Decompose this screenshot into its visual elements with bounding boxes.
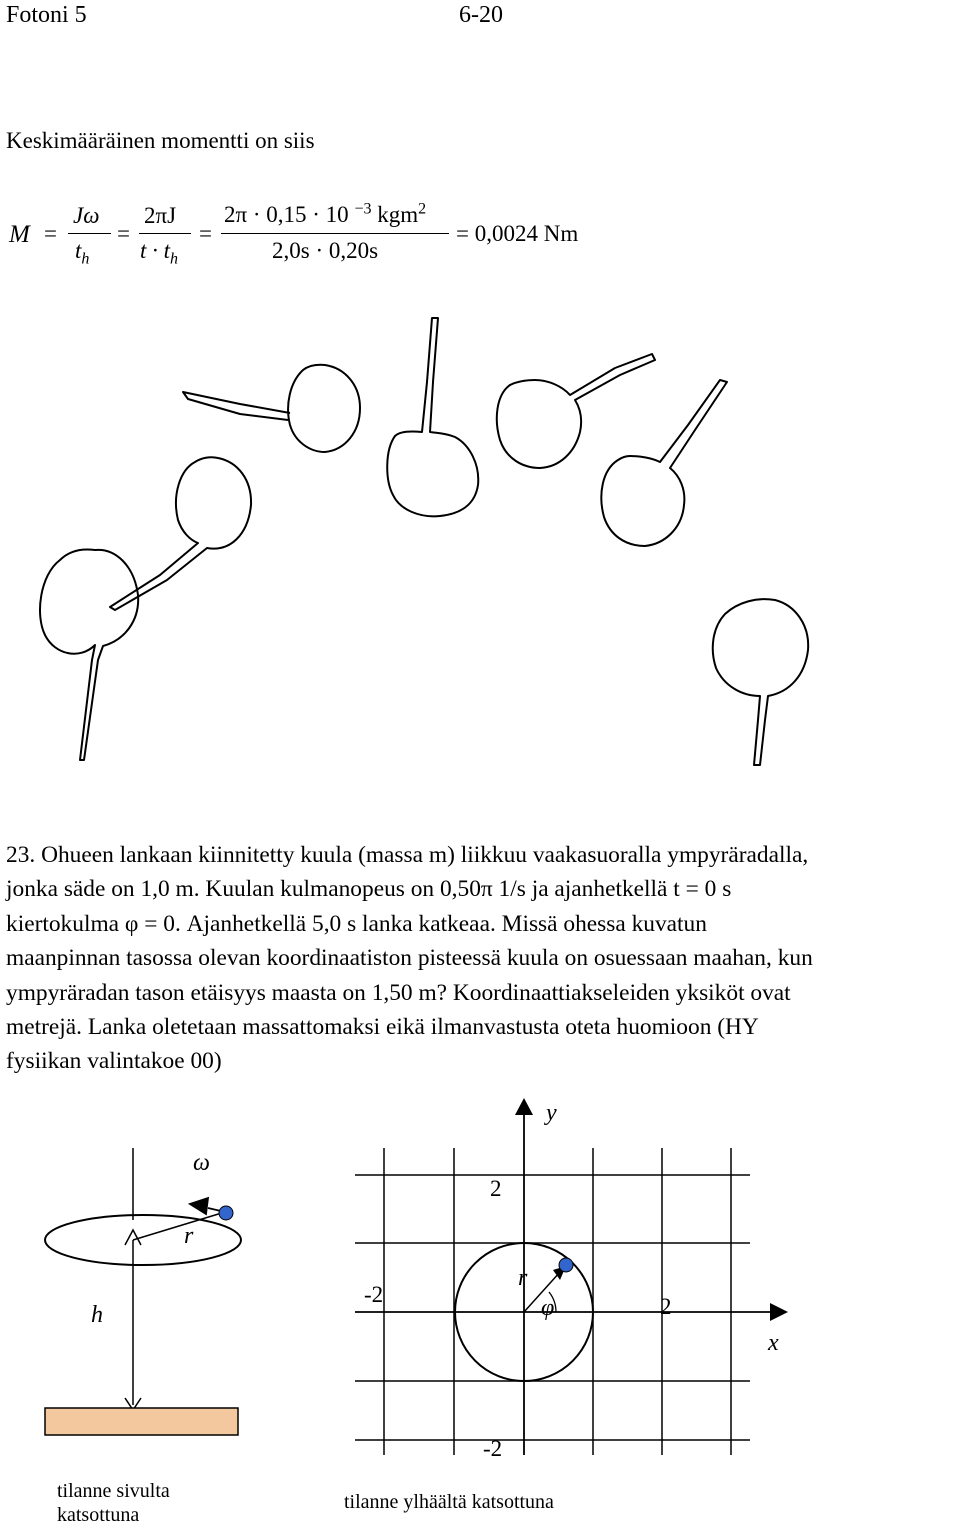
eq-sign-3: =	[199, 221, 212, 246]
ball-4	[387, 318, 478, 516]
h-label: h	[91, 1302, 103, 1328]
frac1-numerator: Jω	[73, 203, 100, 228]
problem-line-5: ympyräradan tason etäisyys maasta on 1,50 m? Koordinaattiakseleiden yksiköt ovat	[6, 979, 791, 1006]
header-right: 6-20	[459, 2, 503, 28]
ball-sequence-illustration	[0, 300, 960, 770]
frac2-bar	[139, 233, 191, 234]
eq-sign-2: =	[117, 221, 130, 246]
x-axis-arrowhead	[770, 1303, 788, 1321]
intro-text: Keskimääräinen momentti on siis	[6, 128, 315, 153]
ball-3	[183, 365, 360, 452]
ground-rect	[45, 1408, 238, 1435]
problem-line-6: metrejä. Lanka oletetaan massattomaksi eikä ilmanvastusta oteta huomioon (HY	[6, 1014, 759, 1041]
problem-line-1: 23. Ohueen lankaan kiinnitetty kuula (massa m) liikkuu vaakasuoralla ympyräradalla,	[6, 842, 809, 868]
ball-2	[110, 457, 251, 610]
ball-position	[559, 1258, 573, 1272]
x-axis-label: x	[768, 1330, 779, 1356]
frac3-num-unit: kgm	[371, 201, 419, 227]
frac1-bar	[68, 233, 111, 234]
frac1-denominator: $t_h$	[75, 238, 90, 268]
side-caption-1: tilanne sivulta	[57, 1480, 170, 1502]
phi-label: φ	[541, 1295, 555, 1321]
eq-lhs: M	[9, 221, 30, 248]
r-label: r	[184, 1223, 194, 1249]
problem-line-7: fysiikan valintakoe 00)	[6, 1048, 222, 1075]
problem-line-4: maanpinnan tasossa olevan koordinaatiston pisteessä kuula on osuessaan maahan, kun	[6, 945, 813, 972]
tick-x-neg: -2	[364, 1282, 384, 1307]
tick-y-pos: 2	[490, 1176, 502, 1201]
r-vector-label: r	[518, 1265, 528, 1291]
side-view-diagram	[0, 1090, 330, 1526]
eq-result: = 0,0024 Nm	[456, 221, 579, 246]
tick-y-neg: -2	[483, 1436, 503, 1461]
omega-label: ω	[193, 1150, 210, 1176]
tick-x-pos: 2	[660, 1294, 672, 1319]
eq-sign-1: =	[44, 221, 57, 246]
side-caption-2: katsottuna	[57, 1504, 140, 1526]
top-caption: tilanne ylhäältä katsottuna	[344, 1491, 554, 1513]
ball-6	[601, 380, 727, 546]
problem-line-3: kiertokulma φ = 0. Ajanhetkellä 5,0 s lanka katkeaa. Missä ohessa kuvatun	[6, 910, 707, 937]
frac3-numerator	[224, 200, 426, 228]
frac3-num-unit-exponent: 2	[418, 200, 427, 217]
top-view-diagram	[330, 1090, 800, 1526]
orbit-ellipse	[45, 1215, 241, 1265]
equation	[0, 190, 960, 280]
y-axis-label: y	[546, 1100, 557, 1126]
ball-7	[713, 599, 808, 765]
problem-text	[6, 838, 956, 1079]
frac3-bar	[221, 233, 449, 234]
frac3-denominator: 2,0s · 0,20s	[272, 238, 379, 263]
problem-line-2: jonka säde on 1,0 m. Kuulan kulmanopeus on 0,50π 1/s ja ajanhetkellä t = 0 s	[6, 876, 732, 903]
ball-dot	[219, 1206, 233, 1220]
frac3-num-exponent: −3	[354, 200, 372, 217]
frac2-numerator: 2πJ	[144, 203, 177, 228]
frac2-denominator: $t \cdot t_h$	[140, 238, 179, 268]
header-left: Fotoni 5	[6, 2, 87, 28]
ball-1	[40, 549, 138, 760]
frac3-num-base: 2π · 0,15 · 10	[224, 201, 355, 227]
ball-5	[497, 354, 655, 468]
y-axis-arrowhead	[515, 1098, 533, 1115]
